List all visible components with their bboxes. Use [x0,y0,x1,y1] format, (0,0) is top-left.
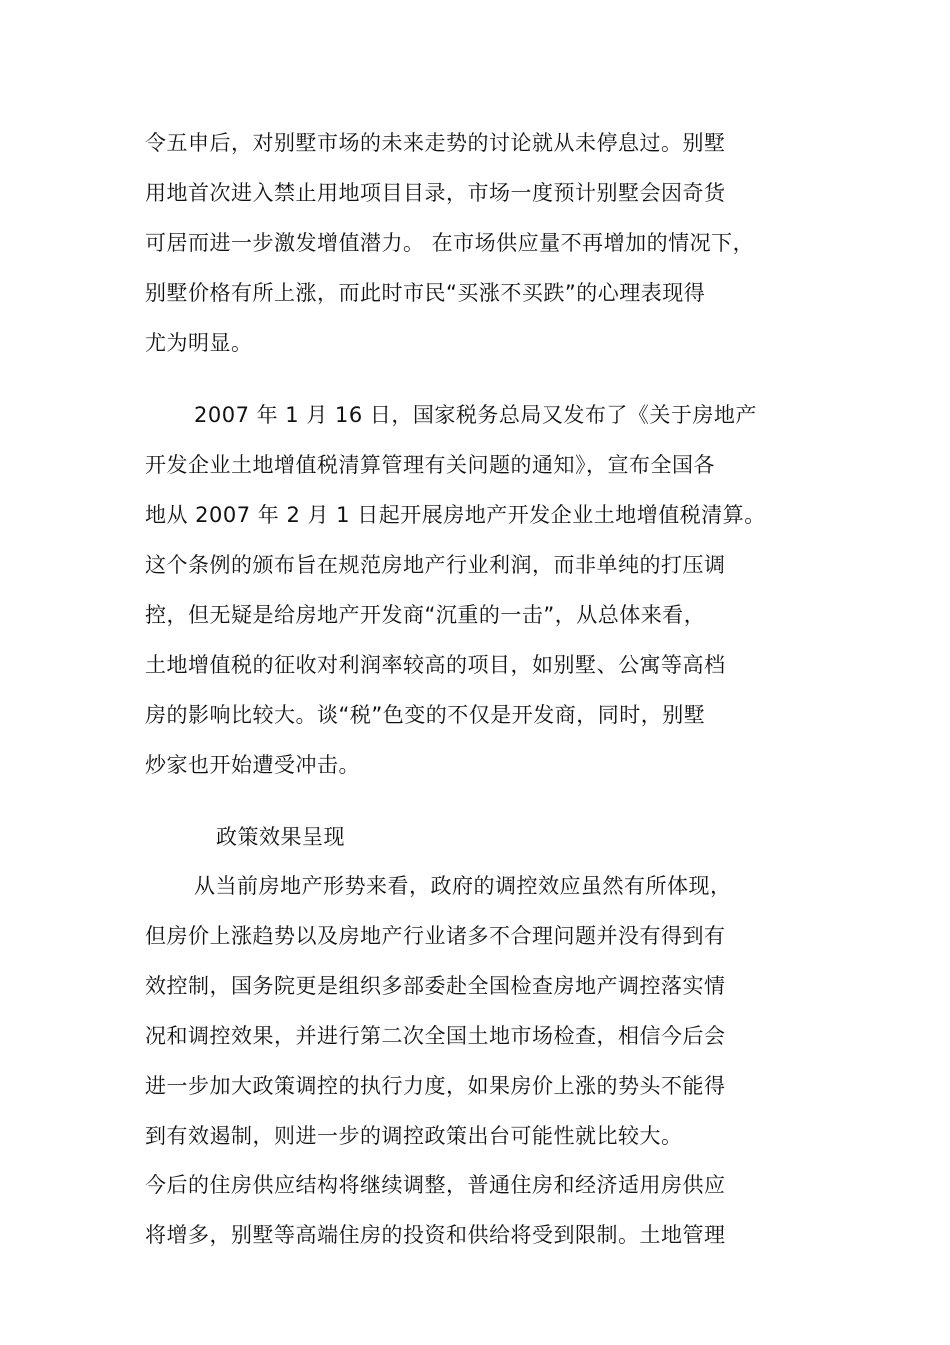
paragraph-1-line-5: 尤为明显。 [145,331,253,355]
paragraph-2-line-6: 土地增值税的征收对利润率较高的项目，如别墅、公寓等高档 [145,653,726,677]
paragraph-3-line-6: 到有效遏制，则进一步的调控政策出台可能性就比较大。 [145,1124,683,1148]
paragraph-2-line-3: 地从 2007 年 2 月 1 日起开展房地产开发企业土地增值税清算。 [145,503,766,527]
paragraph-3-line-8: 将增多，别墅等高端住房的投资和供给将受到限制。土地管理 [145,1223,726,1247]
paragraph-2-line-4: 这个条例的颁布旨在规范房地产行业利润，而非单纯的打压调 [145,553,726,577]
paragraph-3-line-3: 效控制，国务院更是组织多部委赴全国检查房地产调控落实情 [145,974,726,998]
paragraph-1-line-4: 别墅价格有所上涨，而此时市民“买涨不买跌”的心理表现得 [145,281,706,305]
paragraph-2-line-1: 2007 年 1 月 16 日，国家税务总局又发布了《关于房地产 [194,403,757,427]
paragraph-2-line-7: 房的影响比较大。谈“税”色变的不仅是开发商，同时，别墅 [145,703,706,727]
paragraph-3-line-7: 今后的住房供应结构将继续调整，普通住房和经济适用房供应 [145,1173,726,1197]
paragraph-2-line-5: 控，但无疑是给房地产开发商“沉重的一击”，从总体来看， [145,603,706,627]
paragraph-3-line-4: 况和调控效果，并进行第二次全国土地市场检查，相信今后会 [145,1024,726,1048]
section-heading: 政策效果呈现 [216,825,345,849]
paragraph-1-line-1: 令五申后，对别墅市场的未来走势的讨论就从未停息过。别墅 [145,131,726,155]
paragraph-1-line-2: 用地首次进入禁止用地项目目录，市场一度预计别墅会因奇货 [145,181,726,205]
paragraph-1-line-3: 可居而进一步激发增值潜力。 在市场供应量不再增加的情况下， [145,231,755,255]
paragraph-2-line-8: 炒家也开始遭受冲击。 [145,753,360,777]
paragraph-3-line-1: 从当前房地产形势来看，政府的调控效应虽然有所体现， [194,874,732,898]
paragraph-3-line-2: 但房价上涨趋势以及房地产行业诸多不合理问题并没有得到有 [145,924,726,948]
paragraph-3-line-5: 进一步加大政策调控的执行力度，如果房价上涨的势头不能得 [145,1074,726,1098]
paragraph-2-line-2: 开发企业土地增值税清算管理有关问题的通知》，宣布全国各 [145,453,715,477]
